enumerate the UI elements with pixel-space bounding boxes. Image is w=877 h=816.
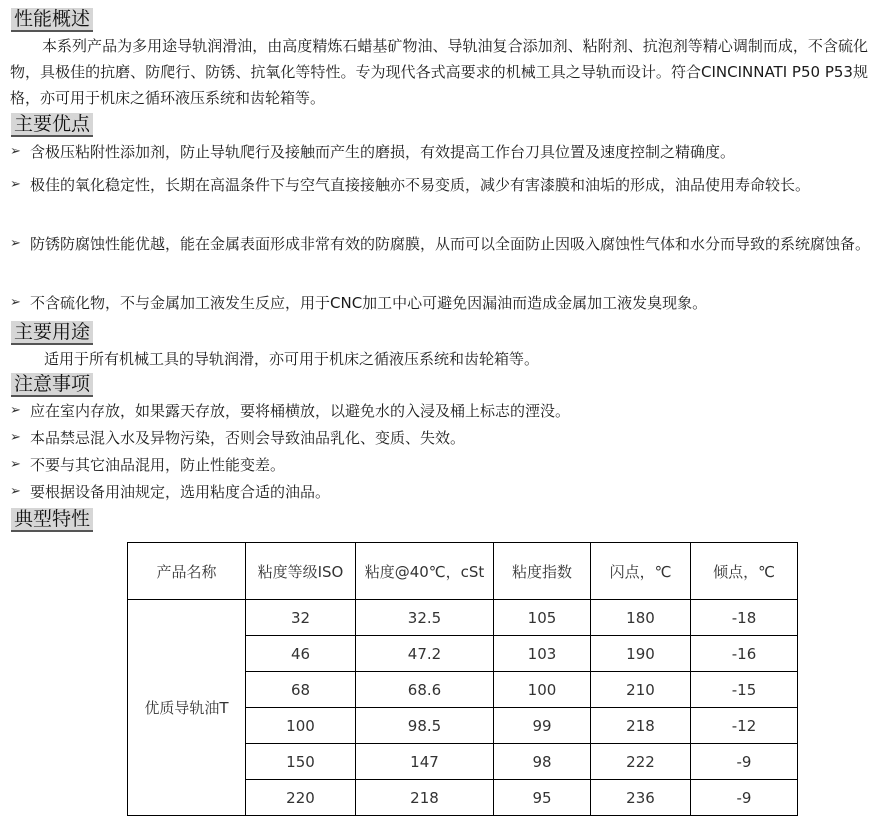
- viscosity-cell: 147: [356, 744, 494, 780]
- bullet-arrow-icon: ➢: [10, 457, 21, 472]
- section-heading-typical: 典型特性: [11, 508, 93, 532]
- iso-grade-cell: 100: [246, 708, 356, 744]
- pour-point-cell: -9: [691, 744, 798, 780]
- advantage-item-text: 极佳的氧化稳定性，长期在高温条件下与空气直接接触亦不易变质，减少有害漆膜和油垢的形成，油品使用寿命较长。: [30, 176, 811, 194]
- bullet-arrow-icon: ➢: [10, 403, 21, 418]
- header-viscosity-40c: 粘度@40℃，cSt: [356, 543, 494, 600]
- uses-paragraph: 适用于所有机械工具的导轨润滑，亦可用于机床之循液压系统和齿轮箱等。: [44, 350, 540, 368]
- bullet-arrow-icon: ➢: [10, 144, 21, 159]
- note-item: [10, 396, 870, 426]
- iso-grade-cell: 32: [246, 600, 356, 636]
- section-heading-overview: 性能概述: [11, 8, 93, 32]
- advantage-item: [10, 288, 870, 318]
- bullet-arrow-icon: ➢: [10, 430, 21, 445]
- viscosity-index-cell: 100: [494, 672, 591, 708]
- pour-point-cell: -9: [691, 780, 798, 816]
- flash-point-cell: 190: [591, 636, 691, 672]
- advantage-item: [10, 229, 870, 259]
- bullet-arrow-icon: ➢: [10, 484, 21, 499]
- advantage-item-text: 不含硫化物，不与金属加工液发生反应，用于CNC加工中心可避免因漏油而造成金属加工液发臭现象。: [30, 294, 708, 312]
- note-item: [10, 450, 870, 480]
- pour-point-cell: -15: [691, 672, 798, 708]
- bullet-arrow-icon: ➢: [10, 295, 21, 310]
- viscosity-cell: 68.6: [356, 672, 494, 708]
- viscosity-cell: 32.5: [356, 600, 494, 636]
- advantage-item: [10, 170, 870, 200]
- viscosity-index-cell: 105: [494, 600, 591, 636]
- header-product-name: 产品名称: [128, 543, 246, 600]
- note-item-text: 不要与其它油品混用，防止性能变差。: [30, 456, 286, 474]
- iso-grade-cell: 46: [246, 636, 356, 672]
- header-viscosity-index: 粘度指数: [494, 543, 591, 600]
- table-header-row: [128, 543, 798, 600]
- iso-grade-cell: 220: [246, 780, 356, 816]
- header-iso-grade: 粘度等级ISO: [246, 543, 356, 600]
- overview-paragraph: 本系列产品为多用途导轨润滑油，由高度精炼石蜡基矿物油、导轨油复合添加剂、粘附剂、抗泡剂等精心调制而成，不含硫化物，具极佳的抗磨、防爬行、防锈、抗氧化等特性。专为现代各式高要求的机械工具之导轨而设计。符合CINCINNATI P50 P53规格，亦可用于机床之循环液压系统和齿轮箱等。: [10, 37, 868, 107]
- viscosity-index-cell: 99: [494, 708, 591, 744]
- advantage-item-text: 防锈防腐蚀性能优越，能在金属表面形成非常有效的防腐膜，从而可以全面防止因吸入腐蚀性气体和水分而导致的系统腐蚀备。: [30, 235, 871, 253]
- viscosity-cell: 218: [356, 780, 494, 816]
- viscosity-cell: 47.2: [356, 636, 494, 672]
- flash-point-cell: 222: [591, 744, 691, 780]
- header-pour-point: 倾点，℃: [691, 543, 798, 600]
- flash-point-cell: 210: [591, 672, 691, 708]
- header-flash-point: 闪点，℃: [591, 543, 691, 600]
- viscosity-cell: 98.5: [356, 708, 494, 744]
- note-item: [10, 477, 870, 507]
- typical-properties-table: [127, 542, 798, 816]
- flash-point-cell: 236: [591, 780, 691, 816]
- pour-point-cell: -16: [691, 636, 798, 672]
- viscosity-index-cell: 95: [494, 780, 591, 816]
- viscosity-index-cell: 103: [494, 636, 591, 672]
- section-heading-advantages: 主要优点: [11, 113, 93, 137]
- pour-point-cell: -12: [691, 708, 798, 744]
- section-heading-notes: 注意事项: [11, 373, 93, 397]
- iso-grade-cell: 68: [246, 672, 356, 708]
- flash-point-cell: 218: [591, 708, 691, 744]
- advantage-item-text: 含极压粘附性添加剂，防止导轨爬行及接触而产生的磨损，有效提高工作台刀具位置及速度控制之精确度。: [30, 143, 736, 161]
- note-item-text: 应在室内存放，如果露天存放，要将桶横放，以避免水的入浸及桶上标志的湮没。: [30, 402, 571, 420]
- bullet-arrow-icon: ➢: [10, 177, 21, 192]
- pour-point-cell: -18: [691, 600, 798, 636]
- iso-grade-cell: 150: [246, 744, 356, 780]
- note-item-text: 本品禁忌混入水及异物污染，否则会导致油品乳化、变质、失效。: [30, 429, 466, 447]
- flash-point-cell: 180: [591, 600, 691, 636]
- bullet-arrow-icon: ➢: [10, 236, 21, 251]
- advantage-item: [10, 137, 870, 167]
- viscosity-index-cell: 98: [494, 744, 591, 780]
- note-item: [10, 423, 870, 453]
- note-item-text: 要根据设备用油规定，选用粘度合适的油品。: [30, 483, 331, 501]
- section-heading-uses: 主要用途: [11, 321, 93, 345]
- product-name-cell: 优质导轨油T: [128, 600, 246, 816]
- table-row: [128, 600, 798, 636]
